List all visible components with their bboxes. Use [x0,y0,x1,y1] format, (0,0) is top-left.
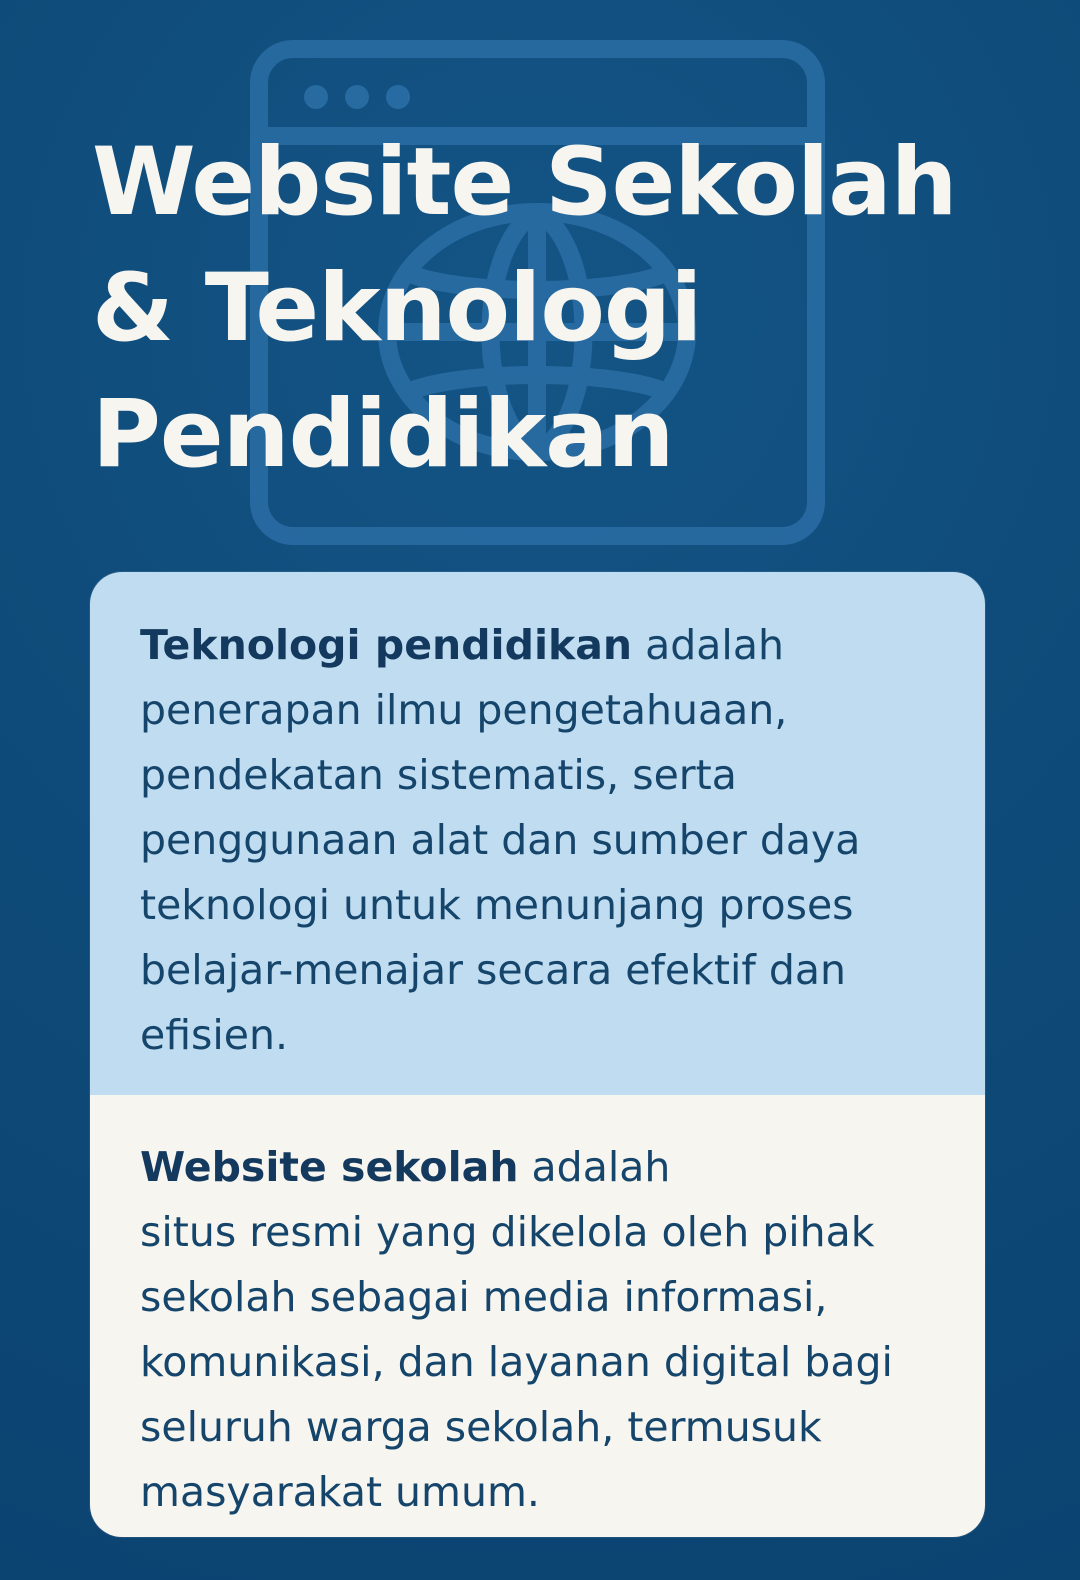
website-definition-term: Website sekolah [140,1143,519,1191]
website-definition-line-6: masyarakat umum. [140,1468,540,1516]
website-definition-panel [90,1095,985,1537]
technology-definition-line-1 [140,613,949,678]
title-line-3: Pendidikan [92,380,674,489]
page-title [92,120,1022,498]
technology-definition-line-3: pendekatan sistematis, serta [140,751,737,799]
technology-definition-line-4: penggunaan alat dan sumber daya [140,816,861,864]
website-definition-line-2: situs resmi yang dikelola oleh pihak [140,1208,875,1256]
technology-definition-panel [90,572,985,1095]
website-definition-line-1-tail: adalah [518,1143,671,1191]
definition-card [90,572,985,1537]
technology-definition-line-1-tail: adalah [632,621,784,669]
title-line-1: Website Sekolah [92,128,957,237]
website-definition-line-5: seluruh warga sekolah, termusuk [140,1403,822,1451]
website-definition-line-1 [140,1135,949,1200]
technology-definition-line-5: teknologi untuk menunjang proses [140,881,854,929]
technology-definition-line-2: penerapan ilmu pengetahuaan, [140,686,788,734]
technology-definition-line-7: efisien. [140,1011,289,1059]
title-line-2: & Teknologi [92,254,702,363]
website-definition-line-4: komunikasi, dan layanan digital bagi [140,1338,893,1386]
website-definition-line-3: sekolah sebagai media informasi, [140,1273,828,1321]
technology-definition-line-6: belajar-menajar secara efektif dan [140,946,846,994]
technology-definition-term: Teknologi pendidikan [140,621,633,669]
